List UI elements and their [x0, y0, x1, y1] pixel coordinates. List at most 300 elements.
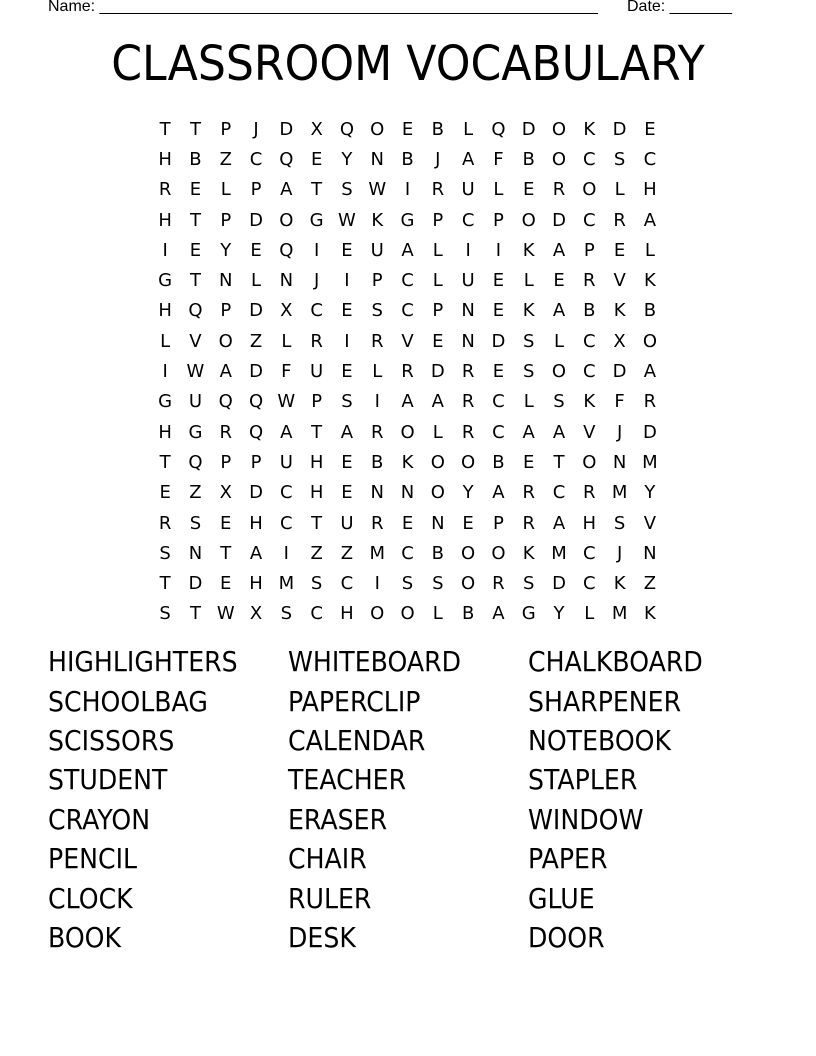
grid-letter: J: [616, 542, 623, 564]
grid-letter: A: [249, 542, 263, 564]
grid-letter: A: [552, 239, 566, 261]
grid-letter: I: [162, 361, 168, 383]
grid-letter: E: [492, 300, 505, 322]
grid-row: [150, 387, 664, 417]
word-list-item: PAPER: [528, 842, 608, 876]
grid-letter: D: [642, 421, 657, 443]
grid-letter: F: [614, 391, 625, 413]
grid-letter: D: [552, 573, 566, 595]
grid-letter: T: [553, 451, 565, 473]
grid-letter: S: [553, 391, 565, 413]
grid-letter: O: [491, 542, 506, 564]
grid-letter: M: [642, 451, 658, 473]
word-list-item: CALENDAR: [288, 723, 426, 757]
grid-letter: A: [340, 421, 354, 443]
grid-letter: E: [341, 361, 353, 383]
grid-letter: I: [283, 542, 289, 564]
grid-letter: E: [220, 512, 232, 534]
grid-letter: A: [643, 209, 657, 231]
grid-letter: U: [279, 451, 293, 473]
grid-letter: X: [249, 603, 263, 625]
grid-letter: R: [461, 421, 475, 443]
grid-letter: T: [220, 542, 232, 564]
grid-letter: E: [189, 239, 202, 261]
grid-letter: P: [492, 512, 504, 534]
word-list-item: ERASER: [288, 802, 388, 836]
grid-row: [150, 356, 664, 386]
grid-letter: P: [492, 209, 504, 231]
grid-letter: E: [553, 270, 565, 292]
grid-letter: D: [552, 209, 566, 231]
grid-row: [150, 205, 664, 235]
word-row: [48, 918, 768, 957]
grid-letter: H: [249, 512, 263, 534]
grid-letter: K: [522, 300, 535, 322]
grid-letter: E: [341, 300, 353, 322]
grid-letter: U: [370, 239, 384, 261]
grid-letter: B: [371, 451, 384, 473]
grid-letter: P: [220, 209, 232, 231]
grid-letter: O: [279, 209, 294, 231]
grid-letter: C: [280, 512, 293, 534]
word-list-item: SHARPENER: [528, 684, 682, 718]
grid-letter: R: [583, 270, 596, 292]
grid-letter: B: [522, 148, 535, 170]
word-row: [48, 642, 768, 681]
grid-letter: S: [432, 573, 444, 595]
grid-letter: O: [551, 361, 567, 383]
grid-row: [150, 175, 664, 205]
date-field: Date: _______: [627, 0, 732, 15]
grid-letter: C: [583, 573, 596, 595]
grid-letter: E: [613, 239, 626, 261]
grid-letter: L: [614, 179, 625, 201]
grid-letter: E: [220, 573, 232, 595]
grid-letter: D: [430, 361, 445, 383]
grid-letter: O: [430, 451, 445, 473]
word-list-item: CHAIR: [288, 842, 367, 876]
grid-letter: N: [431, 512, 445, 534]
grid-row: [150, 417, 664, 447]
grid-letter: O: [551, 118, 567, 140]
grid-letter: H: [340, 603, 354, 625]
grid-letter: Q: [279, 148, 294, 170]
grid-letter: D: [612, 118, 627, 140]
grid-letter: V: [401, 330, 414, 352]
grid-letter: G: [309, 209, 324, 231]
grid-letter: D: [612, 361, 627, 383]
word-list-item: PENCIL: [48, 842, 138, 876]
grid-letter: R: [370, 421, 384, 443]
grid-letter: D: [279, 118, 294, 140]
grid-letter: R: [158, 512, 172, 534]
grid-letter: P: [220, 451, 232, 473]
grid-letter: A: [552, 300, 566, 322]
grid-letter: L: [493, 179, 504, 201]
grid-letter: Q: [339, 118, 355, 140]
grid-letter: C: [552, 482, 566, 504]
word-list-item: DOOR: [528, 920, 605, 954]
grid-letter: C: [401, 270, 414, 292]
word-row: [48, 760, 768, 799]
grid-letter: M: [611, 482, 628, 504]
grid-letter: K: [371, 209, 384, 231]
grid-letter: T: [311, 421, 323, 443]
grid-letter: S: [522, 361, 535, 383]
grid-letter: P: [432, 209, 444, 231]
grid-letter: O: [582, 179, 597, 201]
grid-letter: K: [583, 391, 596, 413]
word-list-item: STAPLER: [528, 763, 638, 797]
grid-letter: K: [522, 239, 535, 261]
grid-letter: D: [249, 209, 263, 231]
grid-letter: A: [552, 512, 566, 534]
grid-letter: I: [162, 239, 168, 261]
word-list: [48, 642, 768, 957]
grid-letter: O: [461, 573, 476, 595]
grid-letter: F: [493, 148, 504, 170]
grid-letter: B: [643, 300, 657, 322]
grid-letter: H: [158, 300, 172, 322]
grid-letter: N: [219, 270, 233, 292]
grid-letter: O: [430, 482, 445, 504]
grid-letter: B: [431, 542, 444, 564]
grid-letter: P: [220, 118, 232, 140]
grid-letter: B: [492, 451, 505, 473]
grid-letter: N: [188, 542, 203, 564]
grid-letter: K: [643, 603, 656, 625]
grid-letter: C: [310, 300, 323, 322]
grid-letter: R: [461, 361, 475, 383]
grid-letter: R: [613, 209, 626, 231]
word-list-item: BOOK: [48, 920, 122, 954]
grid-letter: X: [613, 330, 626, 352]
grid-letter: I: [495, 239, 502, 261]
grid-letter: M: [369, 542, 385, 564]
word-list-item: CLOCK: [48, 881, 133, 915]
grid-letter: Z: [249, 330, 263, 352]
grid-letter: U: [461, 270, 475, 292]
grid-letter: J: [435, 148, 441, 170]
grid-letter: O: [642, 330, 657, 352]
grid-letter: R: [552, 179, 566, 201]
grid-letter: O: [400, 421, 415, 443]
word-list-item: TEACHER: [288, 763, 407, 797]
grid-letter: R: [370, 330, 384, 352]
grid-letter: A: [522, 421, 535, 443]
grid-letter: O: [218, 330, 233, 352]
grid-letter: E: [189, 179, 202, 201]
grid-letter: A: [280, 179, 293, 201]
grid-letter: A: [401, 239, 414, 261]
grid-letter: N: [461, 330, 475, 352]
grid-letter: P: [371, 270, 383, 292]
grid-letter: C: [401, 542, 414, 564]
grid-letter: Y: [462, 482, 474, 504]
grid-letter: Q: [279, 239, 294, 261]
grid-letter: C: [492, 391, 505, 413]
grid-letter: S: [522, 330, 535, 352]
grid-letter: J: [313, 270, 320, 292]
grid-letter: I: [344, 330, 350, 352]
grid-letter: H: [158, 148, 172, 170]
word-list-item: RULER: [288, 881, 372, 915]
grid-letter: L: [432, 239, 443, 261]
grid-letter: G: [158, 270, 173, 292]
grid-letter: T: [189, 118, 201, 140]
grid-letter: M: [278, 573, 295, 595]
grid-letter: A: [492, 482, 505, 504]
grid-letter: L: [432, 603, 443, 625]
grid-letter: O: [400, 603, 415, 625]
grid-letter: H: [309, 451, 324, 473]
grid-letter: P: [583, 239, 595, 261]
grid-letter: C: [461, 209, 475, 231]
word-list-item: HIGHLIGHTERS: [48, 645, 238, 679]
grid-letter: O: [461, 542, 476, 564]
grid-letter: S: [280, 603, 293, 625]
word-list-item: SCHOOLBAG: [48, 684, 208, 718]
grid-letter: T: [189, 270, 201, 292]
grid-letter: L: [553, 330, 565, 352]
grid-letter: A: [461, 148, 475, 170]
grid-letter: B: [461, 603, 475, 625]
grid-letter: Q: [188, 451, 203, 473]
grid-letter: O: [521, 209, 536, 231]
grid-letter: A: [643, 361, 657, 383]
grid-letter: E: [159, 482, 171, 504]
grid-letter: C: [401, 300, 414, 322]
grid-letter: S: [613, 512, 626, 534]
word-list-item: GLUE: [528, 881, 595, 915]
grid-letter: E: [341, 239, 353, 261]
grid-letter: R: [431, 179, 445, 201]
word-list-item: SCISSORS: [48, 723, 175, 757]
grid-letter: E: [401, 118, 414, 140]
grid-letter: D: [188, 573, 203, 595]
grid-letter: L: [160, 330, 171, 352]
grid-letter: C: [340, 573, 354, 595]
grid-letter: K: [583, 118, 596, 140]
grid-letter: K: [613, 300, 626, 322]
grid-letter: L: [220, 179, 231, 201]
grid-row: [150, 447, 664, 477]
word-list-item: WHITEBOARD: [288, 645, 462, 679]
grid-row: [150, 599, 664, 629]
grid-letter: P: [311, 391, 323, 413]
grid-row: [150, 265, 664, 295]
grid-letter: L: [281, 330, 292, 352]
grid-letter: O: [370, 118, 385, 140]
word-row: [48, 878, 768, 917]
word-row: [48, 800, 768, 839]
grid-letter: T: [159, 118, 171, 140]
grid-letter: A: [219, 361, 232, 383]
grid-letter: C: [249, 148, 263, 170]
grid-letter: O: [461, 451, 476, 473]
grid-letter: P: [250, 179, 262, 201]
grid-letter: X: [219, 482, 232, 504]
grid-letter: T: [159, 573, 171, 595]
grid-letter: D: [249, 300, 263, 322]
grid-letter: U: [188, 391, 203, 413]
word-list-item: CHALKBOARD: [528, 645, 703, 679]
grid-letter: S: [159, 542, 171, 564]
grid-letter: W: [186, 361, 205, 383]
grid-letter: V: [613, 270, 626, 292]
grid-letter: H: [158, 421, 172, 443]
grid-letter: T: [311, 179, 323, 201]
grid-row: [150, 478, 664, 508]
grid-letter: G: [188, 421, 203, 443]
grid-letter: A: [401, 391, 414, 413]
grid-letter: B: [189, 148, 202, 170]
grid-letter: X: [310, 118, 323, 140]
word-list-item: STUDENT: [48, 763, 168, 797]
grid-letter: Y: [553, 603, 565, 625]
grid-letter: Z: [310, 542, 323, 564]
grid-letter: I: [344, 270, 350, 292]
grid-letter: X: [280, 300, 293, 322]
grid-letter: C: [310, 603, 323, 625]
grid-letter: C: [583, 148, 596, 170]
grid-letter: C: [583, 330, 596, 352]
grid-letter: C: [643, 148, 657, 170]
header-fields: [48, 0, 748, 20]
grid-letter: U: [310, 361, 324, 383]
grid-letter: L: [523, 391, 534, 413]
grid-letter: O: [370, 603, 385, 625]
grid-letter: R: [219, 421, 232, 443]
grid-letter: N: [279, 270, 294, 292]
grid-letter: K: [643, 270, 656, 292]
word-row: [48, 839, 768, 878]
grid-letter: Q: [218, 391, 233, 413]
grid-row: [150, 508, 664, 538]
grid-letter: N: [370, 482, 384, 504]
grid-letter: P: [432, 300, 444, 322]
grid-letter: A: [280, 421, 293, 443]
word-list-item: PAPERCLIP: [288, 684, 421, 718]
grid-letter: E: [492, 270, 505, 292]
grid-letter: K: [613, 573, 626, 595]
grid-letter: H: [309, 482, 324, 504]
grid-letter: H: [249, 573, 263, 595]
grid-letter: R: [370, 512, 384, 534]
grid-letter: Q: [188, 300, 203, 322]
grid-letter: A: [552, 421, 566, 443]
grid-letter: W: [368, 179, 387, 201]
grid-letter: T: [311, 512, 323, 534]
grid-letter: B: [431, 118, 444, 140]
grid-letter: I: [374, 391, 380, 413]
grid-letter: O: [551, 148, 567, 170]
grid-letter: P: [250, 451, 262, 473]
grid-letter: S: [371, 300, 383, 322]
grid-letter: W: [338, 209, 356, 231]
grid-letter: F: [281, 361, 292, 383]
grid-letter: Q: [248, 421, 264, 443]
grid-letter: E: [341, 451, 353, 473]
grid-letter: V: [643, 512, 657, 534]
grid-letter: L: [432, 421, 443, 443]
grid-letter: M: [611, 603, 628, 625]
grid-letter: C: [492, 421, 505, 443]
grid-row: [150, 538, 664, 568]
grid-letter: E: [644, 118, 656, 140]
grid-letter: K: [401, 451, 414, 473]
grid-letter: S: [341, 179, 353, 201]
grid-letter: Z: [219, 148, 232, 170]
name-field: Name: ________________________________________________________: [48, 0, 598, 15]
grid-row: [150, 568, 664, 598]
grid-letter: T: [159, 451, 171, 473]
grid-letter: N: [643, 542, 657, 564]
grid-letter: Z: [340, 542, 354, 564]
grid-letter: G: [521, 603, 536, 625]
grid-letter: C: [583, 542, 596, 564]
grid-letter: C: [583, 209, 596, 231]
grid-letter: R: [583, 482, 596, 504]
grid-letter: N: [370, 148, 384, 170]
grid-letter: L: [523, 270, 534, 292]
letter-grid: [150, 114, 664, 629]
grid-letter: E: [310, 148, 323, 170]
grid-letter: M: [551, 542, 567, 564]
grid-letter: P: [220, 300, 232, 322]
grid-letter: B: [583, 300, 596, 322]
grid-letter: E: [341, 482, 353, 504]
grid-letter: L: [372, 361, 383, 383]
grid-letter: E: [432, 330, 444, 352]
grid-letter: H: [582, 512, 597, 534]
grid-letter: Q: [248, 391, 264, 413]
grid-letter: E: [462, 512, 474, 534]
grid-row: [150, 144, 664, 174]
word-list-item: DESK: [288, 920, 356, 954]
grid-letter: D: [249, 482, 263, 504]
grid-letter: E: [523, 179, 535, 201]
grid-letter: C: [280, 482, 293, 504]
grid-letter: E: [250, 239, 262, 261]
grid-letter: Y: [341, 148, 353, 170]
grid-letter: S: [159, 603, 171, 625]
grid-letter: U: [340, 512, 354, 534]
grid-row: [150, 296, 664, 326]
grid-letter: R: [310, 330, 323, 352]
grid-letter: S: [189, 512, 202, 534]
grid-letter: H: [643, 179, 657, 201]
grid-letter: S: [613, 148, 626, 170]
grid-letter: L: [644, 239, 655, 261]
grid-letter: V: [189, 330, 202, 352]
grid-row: [150, 235, 664, 265]
grid-letter: K: [522, 542, 535, 564]
grid-letter: W: [216, 603, 235, 625]
grid-letter: Z: [643, 573, 657, 595]
page-title: CLASSROOM VOCABULARY: [111, 36, 705, 92]
grid-row: [150, 114, 664, 144]
grid-letter: W: [277, 391, 296, 413]
grid-letter: Q: [491, 118, 506, 140]
grid-letter: R: [492, 573, 505, 595]
grid-letter: R: [643, 391, 657, 413]
grid-letter: I: [465, 239, 471, 261]
grid-letter: R: [522, 512, 535, 534]
grid-letter: S: [310, 573, 323, 595]
grid-letter: L: [432, 270, 443, 292]
grid-letter: H: [158, 209, 172, 231]
